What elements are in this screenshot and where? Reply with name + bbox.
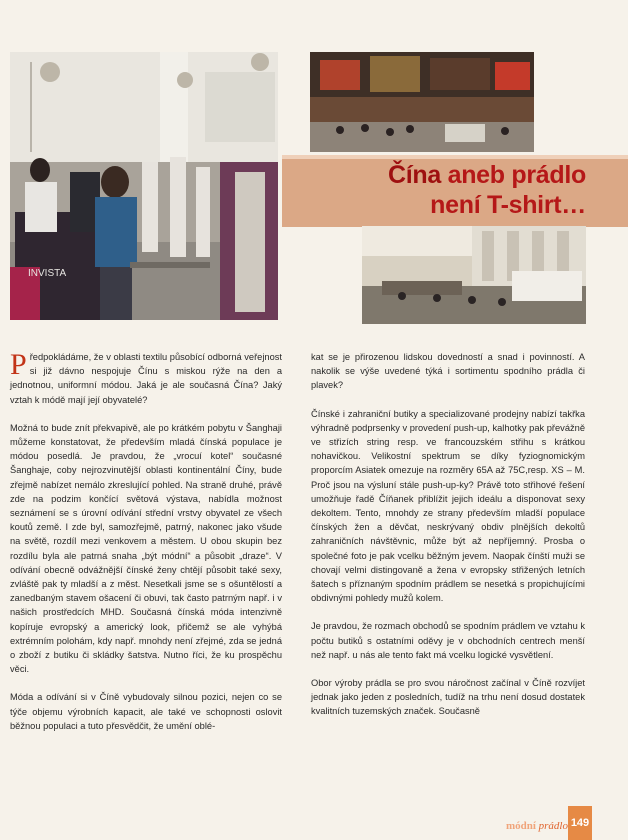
article-title — [388, 160, 586, 220]
title-line2: není T-shirt… — [430, 191, 586, 219]
photo-fashion-fair-booth — [10, 52, 278, 320]
paragraph: kat se je přirozenou lidskou dovedností a snad i povinností. A nakolik se výše uvedené týká i sortimentu spodního prádla či plavek? — [311, 352, 585, 391]
article-left-column — [10, 350, 282, 747]
paragraph: Předpokládáme, že v oblasti textilu působící odborná veřejnost si již dávno nespojuje Čínu s miskou rýže na den a jednotnou, uniformní módou. Jaká je ale současná Čína? Jaký vztah k módě mají její obyvatelé? — [10, 348, 282, 405]
paragraph: Je pravdou, že rozmach obchodů se spodním prádlem ve vztahu k počtu butiků s ostatními oděvy je v obchodních centrech menší než např. u nás ale tento fakt má vcelku logické vysvětlení. — [311, 621, 585, 660]
dropcap: P — [10, 348, 27, 381]
photo-shanghai-street — [310, 52, 534, 152]
paragraph: Obor výroby prádla se pro svou náročnost začínal v Číně rozvíjet jednak jako jeden z posledních, tudíž na trhu není dosud dostatek kvalitních tuzemských značek. Současně — [311, 678, 585, 717]
paragraph: Čínské i zahraniční butiky a specializované prodejny nabízí takřka výhradně podprsenky v provedení push-up, kalhotky pak převážně ve střizích string resp. ve francouzském střihu s krátkou nohavičkou. Velikostní spektrum se díky fyziognomickým proporcím Asiatek omezuje na rozměry 65A až 75C,resp. XS – M. Proč jsou na výsluní stále push-up-ky? Právě toto střihové řešení umožňuje řadě Číňanek přiblížit jejich ideálu a disponovat sexy dekoltem. Tento, mnohdy ze strany především mladší populace čínských žen a děvčat, neskrývaný obdiv plnějších dekoltů zahraničních návštěvnic, může být až nepříjemný. Prosba o společné foto je pak vcelku běžným jevem. Naopak čínští muži se chovají velmi distingovaně a žena v evropsky střižených letních šatech s příznaným spodním prádlem se nesetká s propichujícími obdivnými pohledy mužů kolem. — [311, 408, 585, 604]
article-right-column — [311, 350, 585, 733]
photo-exhibition-hall — [362, 226, 586, 324]
paragraph: Možná to bude znít překvapivě, ale po krátkém pobytu v Šanghaji můžeme konstatovat, že především mladá čínská populace je módou posedlá. Je pravdou, že „vrocuí kotel“ současné Šanghaje, coby nejrozvinutější oblasti kontinentální Číny, bude zřejmě nabízet nemálo zkreslující pohled. Na straně druhé, právě zde na podzim končící světová výstava, nabídla možnost seznámení se s úrovní odívání střední vrstvy obyvatel ze všech koutů země. I zde byl, samozřejmě, patrný, nakonec jako všude na světě, rozdíl mezi venkovem a městem. U obou skupin bez rozdílu byla ale patrná snaha „být módní“ a působit „draze“. V odívání obecně odvážnější čínské ženy chtějí působit také sexy, zvláště pak ty mladší a z měst. Nesetkali jsme se s ošuntělostí a zanedbaným stavem ošacení či obuvi, tak často patrným např. i v našich prostředcích MHD. Současná čínská móda intenzivně kopíruje evropský a americký look, přičemž se ale vyhýbá extrémním polohám, kdy např. mnohdy není zřejmé, zda se jedná o zboží z butiku či skládky šatstva. Nutno říci, že ku prospěchu věci. — [10, 422, 282, 675]
title-lead: Čína — [387, 161, 441, 189]
magazine-brand: módní prádlo — [505, 820, 568, 832]
page-number: 149 — [568, 806, 592, 840]
booth-sign: INVISTA — [28, 268, 67, 279]
page-footer — [505, 806, 628, 840]
paragraph: Móda a odívání si v Číně vybudovaly silnou pozici, nejen co se týče objemu výrobních kapacit, ale také ve schopnosti oslovit běžnou populaci a tuto přesvědčit, že umění oblé- — [10, 692, 282, 731]
title-rest: aneb prádlo — [447, 161, 586, 189]
